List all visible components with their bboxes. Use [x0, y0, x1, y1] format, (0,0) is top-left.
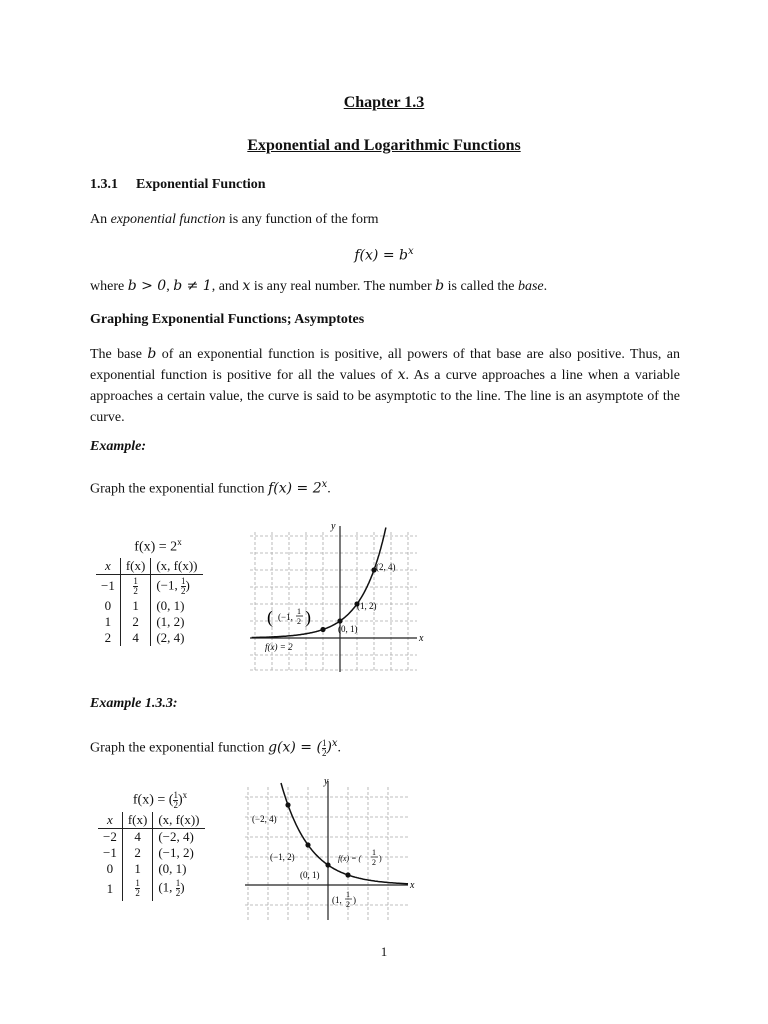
- x-axis-label: x: [410, 880, 415, 891]
- section-name: Exponential Function: [136, 177, 266, 192]
- curve-label: f(x) = (: [338, 854, 362, 863]
- point-label: (−1, 2): [270, 852, 295, 862]
- table-header: (x, f(x)): [153, 812, 205, 829]
- point-label: (1, 2): [357, 601, 377, 611]
- point-label: (2, 4): [376, 562, 396, 572]
- example1-table-title: $f(x) = 2^x$: [134, 537, 182, 555]
- x-axis-label: x: [419, 633, 424, 644]
- page-title: Exponential and Logarithmic Functions: [247, 137, 521, 154]
- example2-table: [98, 790, 222, 901]
- example2-text: Graph the exponential function g(x) = ( $\frac{1}{2}$ )$^x$.: [90, 737, 342, 758]
- example2-table-title: f(x) = ( $\frac{1}{2}$ )$^x$: [132, 789, 188, 810]
- table-row: −1 2 (−1, 2): [98, 845, 205, 861]
- point-label: (0, 1): [338, 624, 358, 634]
- point-label: (: [267, 607, 273, 627]
- example1-table: [96, 537, 220, 646]
- y-axis-label: y: [331, 521, 336, 532]
- section-heading: [90, 177, 266, 193]
- point-label: (−2, 4): [252, 814, 277, 824]
- table-row: 0 1 (0, 1): [96, 598, 203, 614]
- point-label: (0, 1): [300, 870, 320, 880]
- svg-text:): ): [353, 895, 356, 905]
- data-point: [320, 627, 325, 632]
- data-point: [285, 802, 290, 807]
- asymptote-paragraph: The base b of an exponential function is positive, all powers of that base are also positive. Thus, an exponential function is positive for all the values of x. As a curve approaches a line when a variable approaches a certain value, the curve is said to be asymptotic to the line. The line is an asymptote of the curve.: [90, 346, 680, 425]
- table-row: 2 4 (2, 4): [96, 630, 203, 646]
- curve-label: f(x) = 2: [265, 642, 293, 652]
- example1-label: Example:: [90, 439, 146, 454]
- example1-graph: [245, 520, 425, 675]
- svg-text:2: 2: [372, 858, 376, 867]
- example1-text: Graph the exponential function $f(x) = 2^x$.: [90, 479, 331, 497]
- formula: $f(x) = b^x$: [354, 246, 414, 264]
- table-row: 1 2 (1, 2): [96, 614, 203, 630]
- svg-text:1: 1: [297, 607, 301, 616]
- svg-text:1: 1: [346, 890, 350, 899]
- data-point: [305, 842, 310, 847]
- svg-text:): ): [305, 607, 311, 627]
- exp-decay-curve: [281, 783, 408, 884]
- svg-text:): ): [379, 854, 382, 863]
- table-header: x: [98, 812, 122, 829]
- page-number: 1: [380, 944, 388, 959]
- data-point: [345, 872, 350, 877]
- table-row: −1 $\frac{1}{2}$ (−1, $\frac{1}{2}$ ): [96, 574, 203, 598]
- intro-text: An exponential function is any function of the form: [90, 212, 379, 227]
- y-axis-label: y: [324, 776, 329, 787]
- point-label: (−1,: [278, 612, 293, 622]
- where-line: where b > 0, b ≠ 1, and x is any real number. The number b is called the base.: [90, 278, 548, 294]
- point-label: (1,: [332, 895, 342, 905]
- svg-text:2: 2: [346, 900, 350, 909]
- table-header: f(x): [122, 812, 153, 829]
- svg-text:1: 1: [372, 848, 376, 857]
- table-row: 1 $\frac{1}{2}$ (1, $\frac{1}{2}$ ): [98, 877, 205, 901]
- chapter-title: Chapter 1.3: [343, 94, 425, 111]
- table-row: −2 4 (−2, 4): [98, 828, 205, 845]
- data-point: [325, 862, 330, 867]
- svg-text:2: 2: [297, 617, 301, 626]
- table-header: f(x): [120, 558, 151, 575]
- section-number: 1.3.1: [90, 177, 118, 192]
- data-point: [337, 618, 342, 623]
- table-header: x: [96, 558, 120, 575]
- subheading: Graphing Exponential Functions; Asymptotes: [90, 312, 365, 327]
- example2-label: Example 1.3.3:: [90, 696, 178, 711]
- table-row: 0 1 (0, 1): [98, 861, 205, 877]
- example2-graph: [240, 775, 420, 925]
- table-header: (x, f(x)): [151, 558, 203, 575]
